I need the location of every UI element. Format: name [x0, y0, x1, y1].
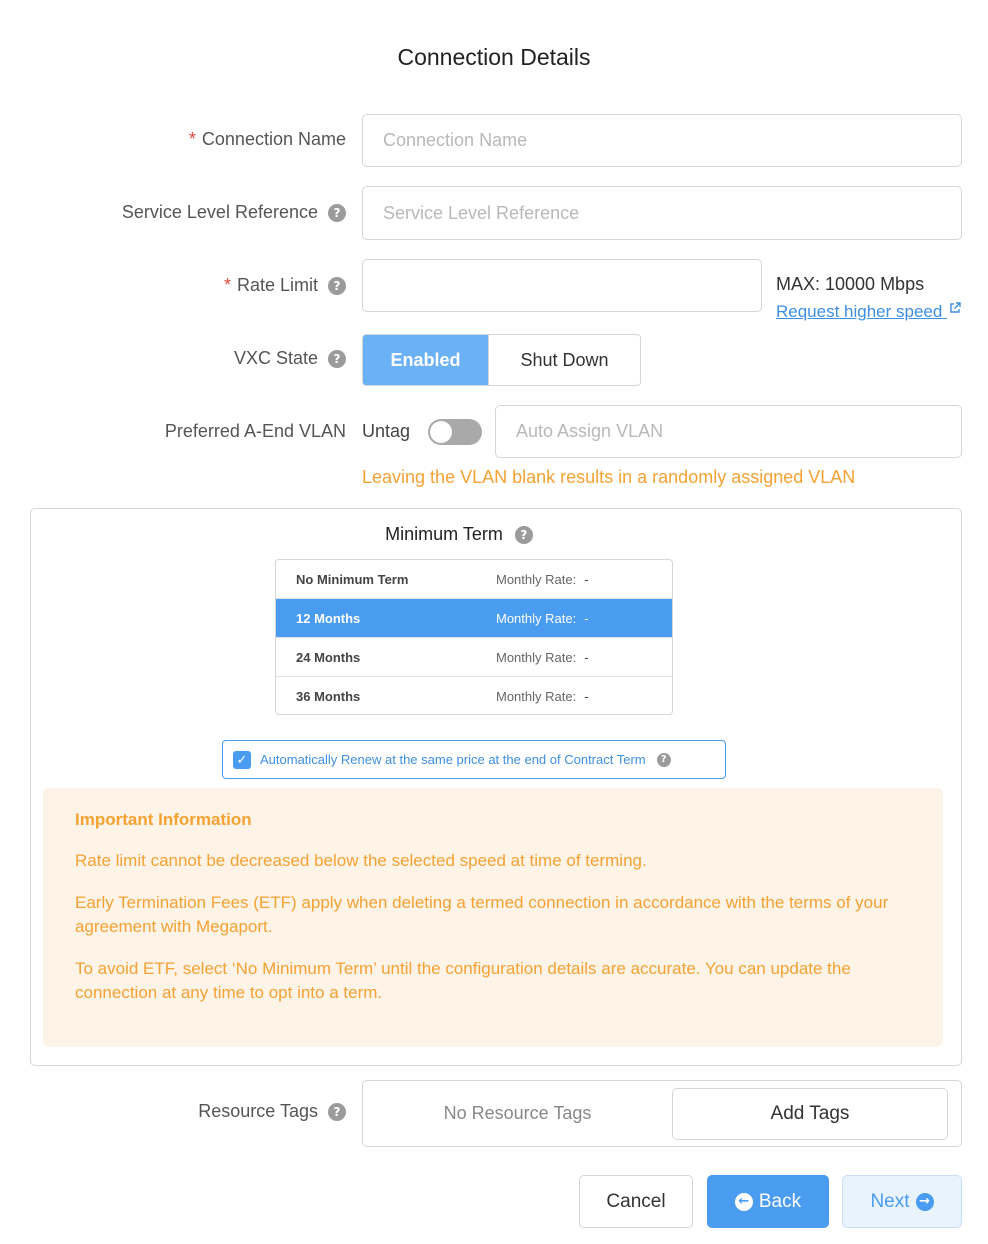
connection-name-input[interactable] [362, 114, 962, 167]
required-marker: * [188, 129, 196, 149]
vxc-state-label: VXC State ? [234, 348, 346, 369]
arrow-left-circle-icon: ← [735, 1193, 753, 1211]
connection-name-label: * Connection Name [188, 129, 346, 149]
auto-renew-checkbox[interactable]: ✓ Automatically Renew at the same price at the end of Contract Term ? [222, 740, 726, 779]
checkmark-icon[interactable]: ✓ [233, 751, 251, 769]
vxc-state-shutdown-button[interactable]: Shut Down [488, 335, 640, 385]
help-icon[interactable]: ? [328, 277, 346, 295]
info-paragraph: Early Termination Fees (ETF) apply when deleting a termed connection in accordance with the terms of your agreement with Megaport. [75, 893, 889, 936]
term-option-24-months[interactable]: 24 Months Monthly Rate: - [276, 638, 672, 677]
vlan-label: Preferred A-End VLAN [164, 421, 346, 441]
term-option-12-months[interactable]: 12 Months Monthly Rate: - [276, 599, 672, 638]
back-button[interactable]: ← Back [707, 1175, 829, 1228]
service-level-reference-input[interactable] [362, 186, 962, 240]
resource-tags-label: Resource Tags ? [198, 1101, 346, 1122]
important-information-title: Important Information [75, 810, 252, 829]
help-icon[interactable]: ? [515, 526, 533, 544]
resource-tags-box [362, 1080, 962, 1147]
rate-limit-max: MAX: 10000 Mbps [776, 274, 925, 294]
help-icon[interactable]: ? [328, 1103, 346, 1121]
request-higher-speed-link[interactable]: Request higher speed [776, 302, 961, 322]
info-paragraph: To avoid ETF, select ‘No Minimum Term’ until the configuration details are accurate. You can update the connection at any time to opt into a term. [75, 959, 851, 1002]
minimum-term-heading: Minimum Term ? [0, 524, 988, 545]
info-paragraph: Rate limit cannot be decreased below the selected speed at time of terming. [75, 851, 647, 870]
minimum-term-table [275, 559, 673, 715]
rate-limit-input[interactable] [362, 259, 762, 312]
add-tags-button[interactable]: Add Tags [672, 1088, 948, 1140]
rate-limit-label: * Rate Limit ? [224, 275, 346, 296]
external-link-icon [949, 302, 961, 314]
untag-switch[interactable] [428, 419, 482, 445]
term-option-36-months[interactable]: 36 Months Monthly Rate: - [296, 689, 589, 704]
help-icon[interactable]: ? [328, 204, 346, 222]
vxc-state-toggle[interactable] [362, 334, 641, 386]
vlan-input[interactable] [495, 405, 962, 458]
help-icon[interactable]: ? [657, 753, 671, 767]
no-resource-tags-text: No Resource Tags [443, 1103, 592, 1123]
next-button[interactable]: Next → [842, 1175, 962, 1228]
page-title: Connection Details [397, 44, 591, 70]
untag-label: Untag [362, 421, 411, 441]
vxc-state-enabled-button[interactable]: Enabled [363, 335, 488, 385]
required-marker: * [223, 275, 231, 295]
cancel-button[interactable]: Cancel [579, 1175, 693, 1228]
service-level-reference-label: Service Level Reference ? [122, 202, 346, 223]
arrow-right-circle-icon: → [916, 1193, 934, 1211]
help-icon[interactable]: ? [328, 350, 346, 368]
important-information-box [43, 788, 943, 1047]
term-option-no-minimum[interactable]: No Minimum Term Monthly Rate: - [276, 560, 672, 599]
vlan-warning: Leaving the VLAN blank results in a randomly assigned VLAN [362, 467, 856, 487]
switch-knob [430, 421, 452, 443]
